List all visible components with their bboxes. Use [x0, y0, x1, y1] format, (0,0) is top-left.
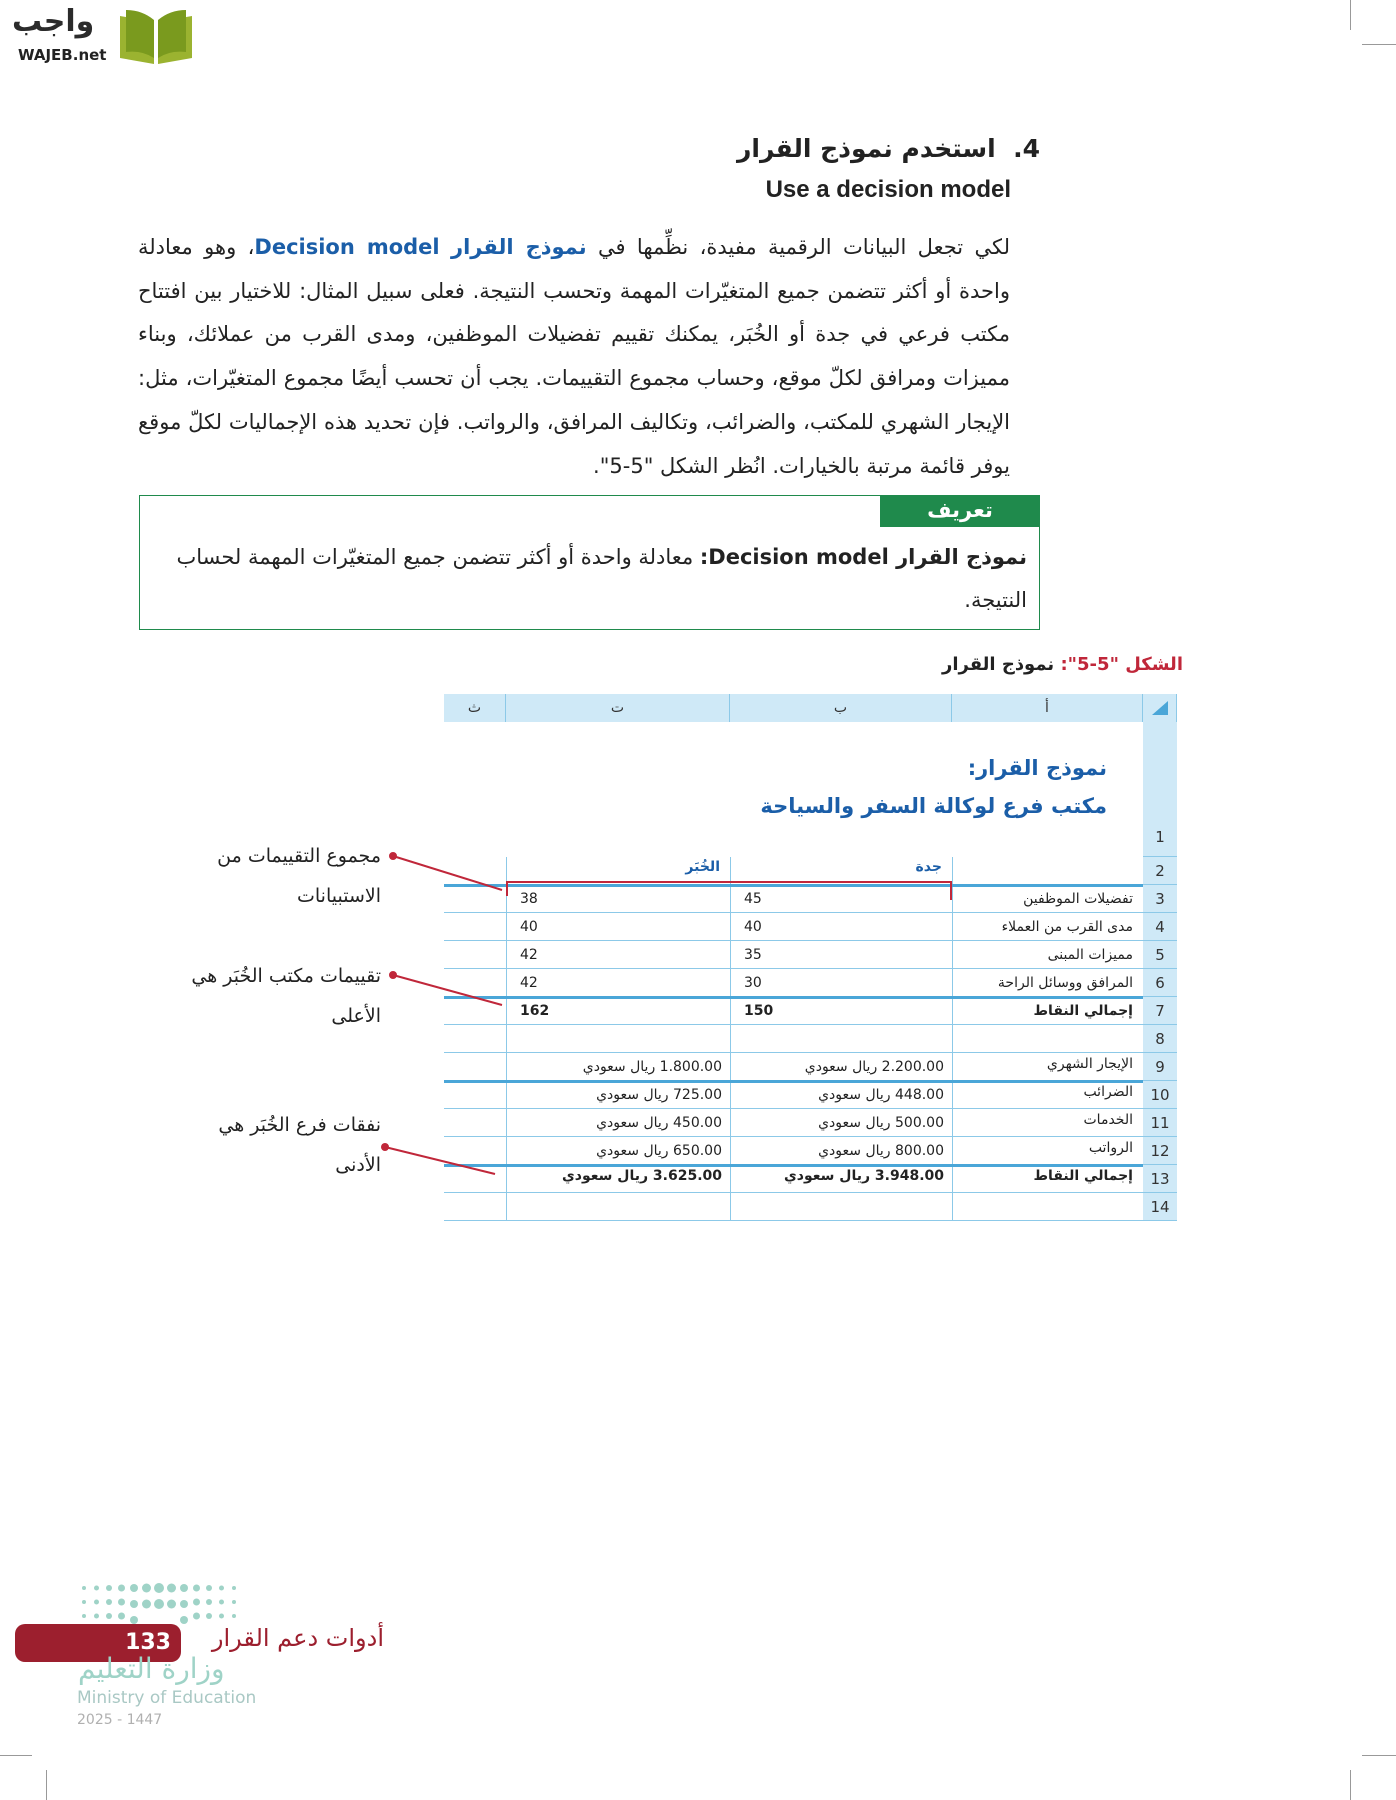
- para-text: لكي تجعل البيانات الرقمية مفيدة، نظِّمها في: [586, 235, 1011, 259]
- row-number[interactable]: 12: [1143, 1137, 1177, 1165]
- logo-dot: [193, 1599, 200, 1606]
- logo-dot: [180, 1584, 188, 1592]
- cost-khobar[interactable]: 450.00 ريال سعودي: [596, 1115, 722, 1131]
- logo-dot: [118, 1585, 125, 1592]
- logo-dot: [130, 1616, 138, 1624]
- cost-jeddah[interactable]: 800.00 ريال سعودي: [818, 1143, 944, 1159]
- cost-jeddah[interactable]: 448.00 ريال سعودي: [818, 1087, 944, 1103]
- rating-khobar[interactable]: 40: [520, 919, 538, 935]
- rating-khobar[interactable]: 42: [520, 975, 538, 991]
- logo-dot: [206, 1613, 212, 1619]
- row-number[interactable]: 2: [1143, 857, 1177, 885]
- crop-mark: [1350, 1770, 1351, 1800]
- edition-year: 2025 - 1447: [77, 1712, 163, 1728]
- cost-label: الضرائب: [1083, 1084, 1133, 1100]
- rating-label: مميزات المبنى: [1047, 947, 1133, 963]
- definition-text: [152, 536, 1027, 622]
- leader-dot: [382, 1144, 388, 1150]
- para-text: ، وهو معادلة واحدة أو أكثر تتضمن جميع المتغيّرات المهمة وتحسب النتيجة. فعلى سبيل المثال: للاختيار بين افتتاح مكتب فرعي في جدة أو الخُبَر، يمكنك تقييم تفضيلات الموظفين، ومدى القرب من عملائك، وبناء مميزات ومرافق لكلّ موقع، وحساب مجموع التقييمات. يجب أن تحسب أيضًا مجموع المتغيّرات، مثل: الإيجار الشهري للمكتب، والضرائب، وتكاليف المرافق، والرواتب. فإن تحديد هذه الإجماليات لكلّ موقع يوفر قائمة مرتبة بالخيارات. انُظر الشكل "5-5".: [138, 235, 1010, 478]
- logo-dot: [167, 1584, 176, 1593]
- body-paragraph: [138, 226, 1010, 488]
- row-number[interactable]: 1: [1143, 722, 1177, 857]
- logo-dot: [106, 1599, 112, 1605]
- cost-jeddah[interactable]: 500.00 ريال سعودي: [818, 1115, 944, 1131]
- rating-khobar[interactable]: 38: [520, 891, 538, 907]
- row-number[interactable]: 4: [1143, 913, 1177, 941]
- logo-dot: [193, 1585, 200, 1592]
- logo-dot: [94, 1586, 99, 1591]
- cost-khobar[interactable]: 725.00 ريال سعودي: [596, 1087, 722, 1103]
- ratings-total-khobar[interactable]: 162: [520, 1003, 550, 1019]
- rating-label: مدى القرب من العملاء: [1001, 919, 1133, 935]
- grid-line: [444, 1136, 1143, 1137]
- costs-total-label: إجمالي النقاط: [1033, 1168, 1133, 1184]
- definition-body: معادلة واحدة أو أكثر تتضمن جميع المتغيّرات المهمة لحساب النتيجة.: [176, 545, 1027, 612]
- logo-english: WAJEB.net: [18, 46, 107, 64]
- logo-dot: [82, 1614, 86, 1618]
- cost-label: الخدمات: [1083, 1112, 1133, 1128]
- definition-tab: تعريف: [880, 495, 1040, 527]
- logo-dot: [180, 1600, 188, 1608]
- logo-dot: [193, 1613, 200, 1620]
- logo-dot: [130, 1600, 138, 1608]
- logo-dot: [219, 1600, 224, 1605]
- annotation-line: الأعلى: [331, 1005, 381, 1027]
- ratings-total-jeddah[interactable]: 150: [744, 1003, 774, 1019]
- costs-total-jeddah[interactable]: 3.948.00 ريال سعودي: [783, 1168, 944, 1184]
- grid-line: [444, 1052, 1143, 1053]
- logo-dot: [206, 1585, 212, 1591]
- row-number[interactable]: 13: [1143, 1165, 1177, 1193]
- logo-dot: [94, 1614, 99, 1619]
- rating-khobar[interactable]: 42: [520, 947, 538, 963]
- section-divider: [444, 1080, 1143, 1083]
- logo-dot: [154, 1583, 164, 1593]
- logo-dot: [154, 1599, 164, 1609]
- logo-dot: [106, 1585, 112, 1591]
- rating-jeddah[interactable]: 30: [744, 975, 762, 991]
- grid-line: [444, 1108, 1143, 1109]
- annotation-line: الأدنى: [335, 1154, 381, 1176]
- rating-label: المرافق ووسائل الراحة: [997, 975, 1133, 991]
- column-header-tha[interactable]: ث: [444, 694, 506, 722]
- logo-dot: [219, 1614, 224, 1619]
- definition-box: [139, 495, 1040, 630]
- figure-label: الشكل "5-5":: [1060, 654, 1183, 675]
- select-all-corner[interactable]: [1143, 694, 1177, 722]
- annotations-anchor: [380, 830, 480, 860]
- row-number[interactable]: 3: [1143, 885, 1177, 913]
- logo-dot: [206, 1599, 212, 1605]
- ministry-english: Ministry of Education: [77, 1688, 257, 1708]
- crop-mark: [1362, 44, 1396, 45]
- spreadsheet: [444, 694, 1177, 1219]
- page-number: 133: [15, 1624, 181, 1662]
- row-number[interactable]: 8: [1143, 1025, 1177, 1053]
- logo-dot: [167, 1600, 176, 1609]
- logo-dot: [118, 1613, 125, 1620]
- term-ar: نموذج القرار: [451, 235, 587, 259]
- crop-mark: [1362, 1755, 1396, 1756]
- book-icon: [116, 8, 196, 66]
- logo-dot: [180, 1616, 188, 1624]
- annotation-line: مجموع التقييمات من: [217, 845, 381, 867]
- annotation-line: تقييمات مكتب الخُبَر هي: [191, 965, 381, 987]
- row-number[interactable]: 14: [1143, 1193, 1177, 1221]
- crop-mark: [1350, 0, 1351, 30]
- column-header-ba[interactable]: ب: [730, 694, 952, 722]
- term-en: Decision model: [254, 235, 440, 259]
- cost-jeddah[interactable]: 2.200.00 ريال سعودي: [804, 1059, 944, 1075]
- corner-triangle-icon: [1150, 699, 1170, 717]
- cost-khobar[interactable]: 1.800.00 ريال سعودي: [582, 1059, 722, 1075]
- column-header-ta[interactable]: ت: [506, 694, 730, 722]
- logo-dot: [82, 1600, 86, 1604]
- ratings-total-label: إجمالي النقاط: [1033, 1003, 1133, 1019]
- chapter-title: أدوات دعم القرار: [211, 1624, 384, 1652]
- section-number: 4.: [1013, 134, 1040, 163]
- header-jeddah: جدة: [915, 859, 942, 875]
- section-title-ar: استخدم نموذج القرار: [736, 134, 996, 163]
- grid-line: [444, 1220, 1143, 1221]
- annotation-khobar-highest: [191, 956, 381, 1036]
- rating-jeddah[interactable]: 40: [744, 919, 762, 935]
- rating-label: تفضيلات الموظفين: [1023, 891, 1133, 907]
- definition-term: نموذج القرار Decision model:: [699, 545, 1027, 569]
- section-title-en: Use a decision model: [765, 176, 1011, 203]
- logo-dot: [130, 1584, 138, 1592]
- figure-caption: [942, 654, 1183, 675]
- cost-label: الإيجار الشهري: [1046, 1056, 1133, 1072]
- logo-dot: [232, 1600, 236, 1604]
- rating-jeddah[interactable]: 35: [744, 947, 762, 963]
- logo-dot: [232, 1614, 236, 1618]
- logo-dot: [219, 1586, 224, 1591]
- logo-dot: [232, 1586, 236, 1590]
- logo-dot: [106, 1613, 112, 1619]
- logo-dot: [82, 1586, 86, 1590]
- crop-mark: [46, 1770, 47, 1800]
- annotation-ratings-sum: [217, 836, 381, 916]
- sheet-subtitle: مكتب فرع لوكالة السفر والسياحة: [760, 794, 1107, 818]
- logo-dot: [142, 1584, 151, 1593]
- row-number[interactable]: 6: [1143, 969, 1177, 997]
- header-khobar: الخُبَر: [685, 859, 720, 875]
- annotation-khobar-lowest: [218, 1105, 381, 1185]
- row-number[interactable]: 7: [1143, 997, 1177, 1025]
- row-number[interactable]: 10: [1143, 1081, 1177, 1109]
- row-number[interactable]: 9: [1143, 1053, 1177, 1081]
- logo-dot: [118, 1599, 125, 1606]
- costs-total-khobar[interactable]: 3.625.00 ريال سعودي: [561, 1168, 722, 1184]
- section-heading: [737, 134, 1040, 163]
- wajeb-logo: [8, 4, 193, 68]
- grid-line: [444, 1192, 1143, 1193]
- rating-jeddah[interactable]: 45: [744, 891, 762, 907]
- logo-dot: [142, 1600, 151, 1609]
- figure-title: نموذج القرار: [941, 654, 1061, 675]
- logo-arabic: واجب: [12, 4, 95, 39]
- logo-dot: [94, 1600, 99, 1605]
- column-header-alif[interactable]: أ: [952, 694, 1143, 722]
- row-number[interactable]: 11: [1143, 1109, 1177, 1137]
- row-number[interactable]: 5: [1143, 941, 1177, 969]
- leader-dot: [390, 972, 396, 978]
- annotation-line: نفقات فرع الخُبَر هي: [218, 1114, 381, 1136]
- cost-khobar[interactable]: 650.00 ريال سعودي: [596, 1143, 722, 1159]
- sheet-title: نموذج القرار:: [967, 756, 1107, 780]
- cost-label: الرواتب: [1088, 1140, 1133, 1156]
- ministry-arabic: وزارة التعليم: [78, 1652, 225, 1685]
- crop-mark: [0, 1755, 32, 1756]
- annotation-line: الاستبيانات: [297, 885, 381, 907]
